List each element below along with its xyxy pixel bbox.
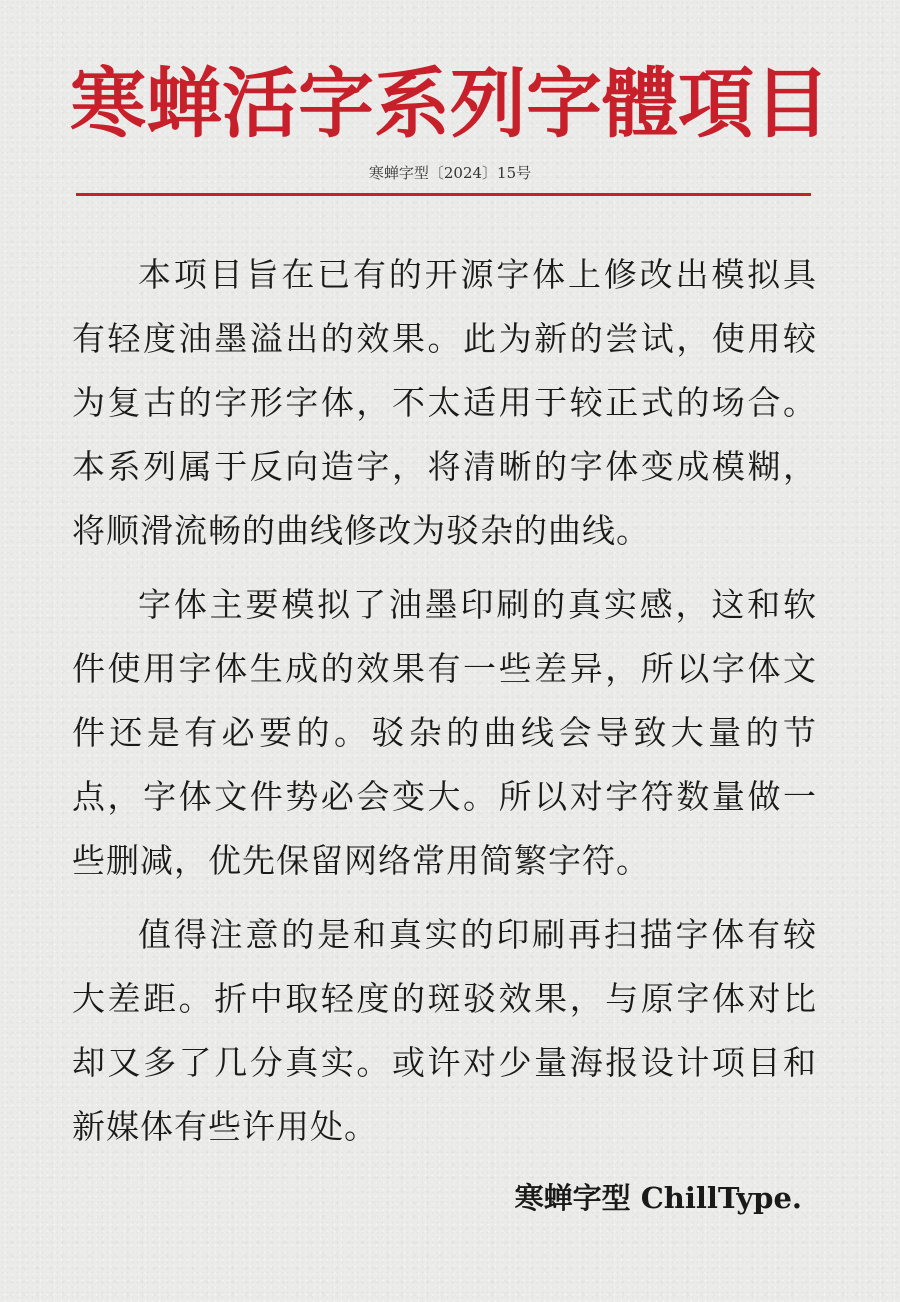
document-number: 寒蝉字型〔2024〕15号 [368,164,532,182]
signature: 寒蝉字型 ChillType. [514,1181,802,1215]
body-paragraph-2: 字体主要模拟了油墨印刷的真实感，这和软件使用字体生成的效果有一些差异，所以字体文件还是有必要的。驳杂的曲线会导致大量的节点，字体文件势必会变大。所以对字符数量做一些删减，优先保留网络常用简繁字符。 [72,585,817,880]
document-body [72,243,817,1169]
body-paragraph-3: 值得注意的是和真实的印刷再扫描字体有较大差距。折中取轻度的斑驳效果，与原字体对比却又多了几分真实。或许对少量海报设计项目和新媒体有些许用处。 [72,915,817,1146]
body-paragraph-1: 本项目旨在已有的开源字体上修改出模拟具有轻度油墨溢出的效果。此为新的尝试，使用较为复古的字形字体，不太适用于较正式的场合。本系列属于反向造字，将清晰的字体变成模糊，将顺滑流畅的曲线修改为驳杂的曲线。 [72,255,817,550]
document-title: 寒蝉活字系列字體項目 [70,59,830,148]
header-divider [76,193,811,196]
